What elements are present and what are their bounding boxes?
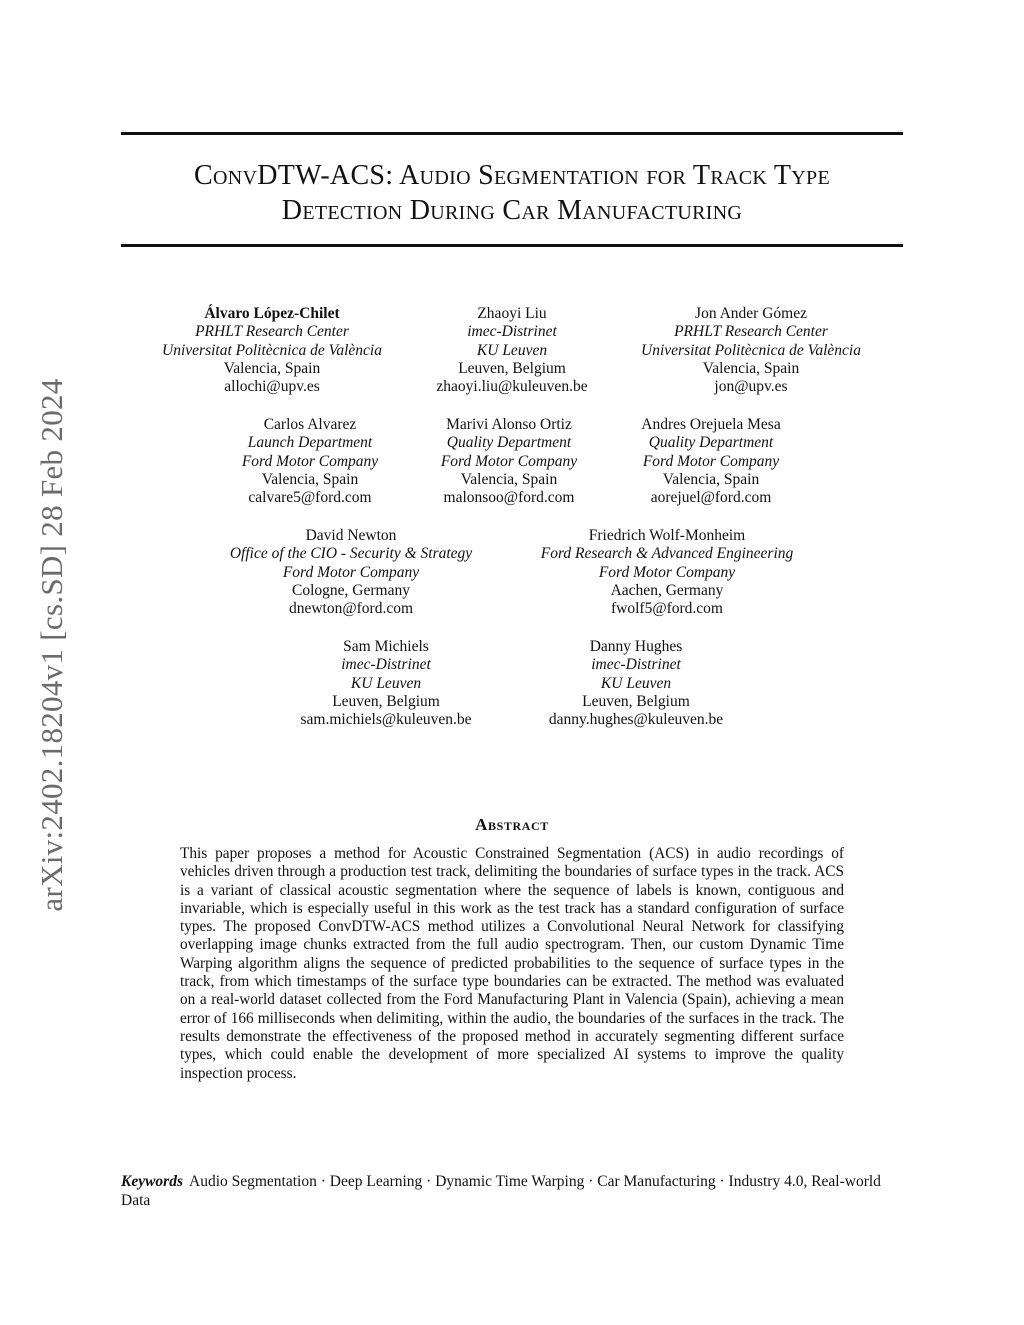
author-org: Universitat Politècnica de València	[641, 341, 861, 359]
author-location: Aachen, Germany	[610, 581, 724, 599]
author-block	[301, 638, 472, 729]
author-dept: Ford Research & Advanced Engineering	[540, 545, 794, 563]
author-block	[641, 416, 780, 507]
keywords-section	[121, 1172, 903, 1210]
keywords-text: Audio Segmentation · Deep Learning · Dynamic Time Warping · Car Manufacturing · Industry 4.0, Real-world Data	[121, 1173, 881, 1209]
author-org: Ford Motor Company	[642, 452, 780, 470]
author-email: aorejuel@ford.com	[650, 489, 772, 507]
author-block	[541, 527, 794, 618]
author-org: KU Leuven	[476, 341, 548, 359]
author-email: malonsoo@ford.com	[443, 489, 575, 507]
author-block	[162, 305, 382, 396]
author-dept: PRHLT Research Center	[674, 323, 828, 341]
author-org: Ford Motor Company	[241, 452, 379, 470]
author-location: Valencia, Spain	[460, 470, 558, 488]
author-block	[230, 527, 472, 618]
author-dept: Quality Department	[648, 434, 774, 452]
author-dept: PRHLT Research Center	[195, 323, 349, 341]
author-location: Cologne, Germany	[292, 581, 410, 599]
author-email: danny.hughes@kuleuven.be	[548, 711, 724, 729]
abstract-text: This paper proposes a method for Acoustic Constrained Segmentation (ACS) in audio recordings of vehicles driven through a production test track, delimiting the boundaries of surface types in the track. ACS is a variant of classical acoustic segmentation where the sequence of labels is known, contiguous and invariable, which is especially useful in this work as the test track has a standard configuration of surface types. The proposed ConvDTW-ACS method utilizes a Convolutional Neural Network for classifying overlapping image chunks extracted from the full audio spectrogram. Then, our custom Dynamic Time Warping algorithm aligns the sequence of predicted probabilities to the sequence of surface types in the track, from which timestamps of the surface type boundaries can be extracted. The method was evaluated on a real-world dataset collected from the Ford Manufacturing Plant in Valencia (Spain), achieving a mean error of 166 milliseconds when delimiting, within the audio, the boundaries of the surfaces in the track. The results demonstrate the effectiveness of the proposed method in accurately segmenting different surface types, which could enable the development of more specialized AI systems to improve the quality inspection process.	[180, 845, 844, 1082]
author-email: fwolf5@ford.com	[611, 600, 723, 618]
author-location: Valencia, Spain	[261, 470, 359, 488]
author-location: Leuven, Belgium	[582, 692, 690, 710]
title-line-1: ConvDTW-ACS: Audio Segmentation for Track Type	[194, 160, 830, 191]
author-name: Sam Michiels	[343, 638, 429, 655]
author-dept: Launch Department	[247, 434, 373, 452]
author-block	[441, 416, 577, 507]
author-location: Valencia, Spain	[702, 359, 800, 377]
author-name: David Newton	[305, 527, 397, 544]
author-block	[549, 638, 723, 729]
author-email: dnewton@ford.com	[288, 600, 414, 618]
author-email: calvare5@ford.com	[248, 489, 372, 507]
author-org: Ford Motor Company	[282, 563, 420, 581]
author-location: Valencia, Spain	[662, 470, 760, 488]
author-org: KU Leuven	[350, 674, 422, 692]
author-location: Leuven, Belgium	[332, 692, 440, 710]
arxiv-side-stamp: arXiv:2402.18204v1 [cs.SD] 28 Feb 2024	[34, 378, 69, 912]
title-bottom-rule	[121, 244, 903, 247]
author-org: Ford Motor Company	[598, 563, 736, 581]
author-name: Carlos Alvarez	[263, 416, 357, 433]
author-dept: Quality Department	[446, 434, 572, 452]
author-name: Marivi Alonso Ortiz	[446, 416, 572, 433]
author-location: Leuven, Belgium	[458, 359, 566, 377]
author-dept: imec-Distrinet	[341, 656, 431, 674]
author-org: Ford Motor Company	[440, 452, 578, 470]
author-email: jon@upv.es	[714, 378, 788, 396]
title-top-rule	[121, 132, 903, 135]
abstract-heading: Abstract	[475, 815, 549, 834]
author-email: allochi@upv.es	[224, 378, 320, 396]
author-name: Álvaro López-Chilet	[204, 305, 340, 322]
author-location: Valencia, Spain	[223, 359, 321, 377]
author-name: Jon Ander Gómez	[695, 305, 807, 322]
author-name: Zhaoyi Liu	[477, 305, 547, 322]
author-email: zhaoyi.liu@kuleuven.be	[436, 378, 588, 396]
author-dept: Office of the CIO - Security & Strategy	[229, 545, 473, 563]
author-org: KU Leuven	[600, 674, 672, 692]
author-block	[436, 305, 587, 396]
title-line-2: Detection During Car Manufacturing	[281, 195, 743, 226]
author-org: Universitat Politècnica de València	[162, 341, 382, 359]
author-dept: imec-Distrinet	[591, 656, 681, 674]
author-name: Andres Orejuela Mesa	[641, 416, 781, 433]
author-block	[242, 416, 378, 507]
author-dept: imec-Distrinet	[467, 323, 557, 341]
keywords-label: Keywords	[121, 1173, 183, 1190]
author-name: Friedrich Wolf-Monheim	[588, 527, 746, 544]
paper-title	[121, 158, 903, 228]
author-name: Danny Hughes	[589, 638, 683, 655]
author-block	[641, 305, 861, 396]
author-email: sam.michiels@kuleuven.be	[300, 711, 472, 729]
